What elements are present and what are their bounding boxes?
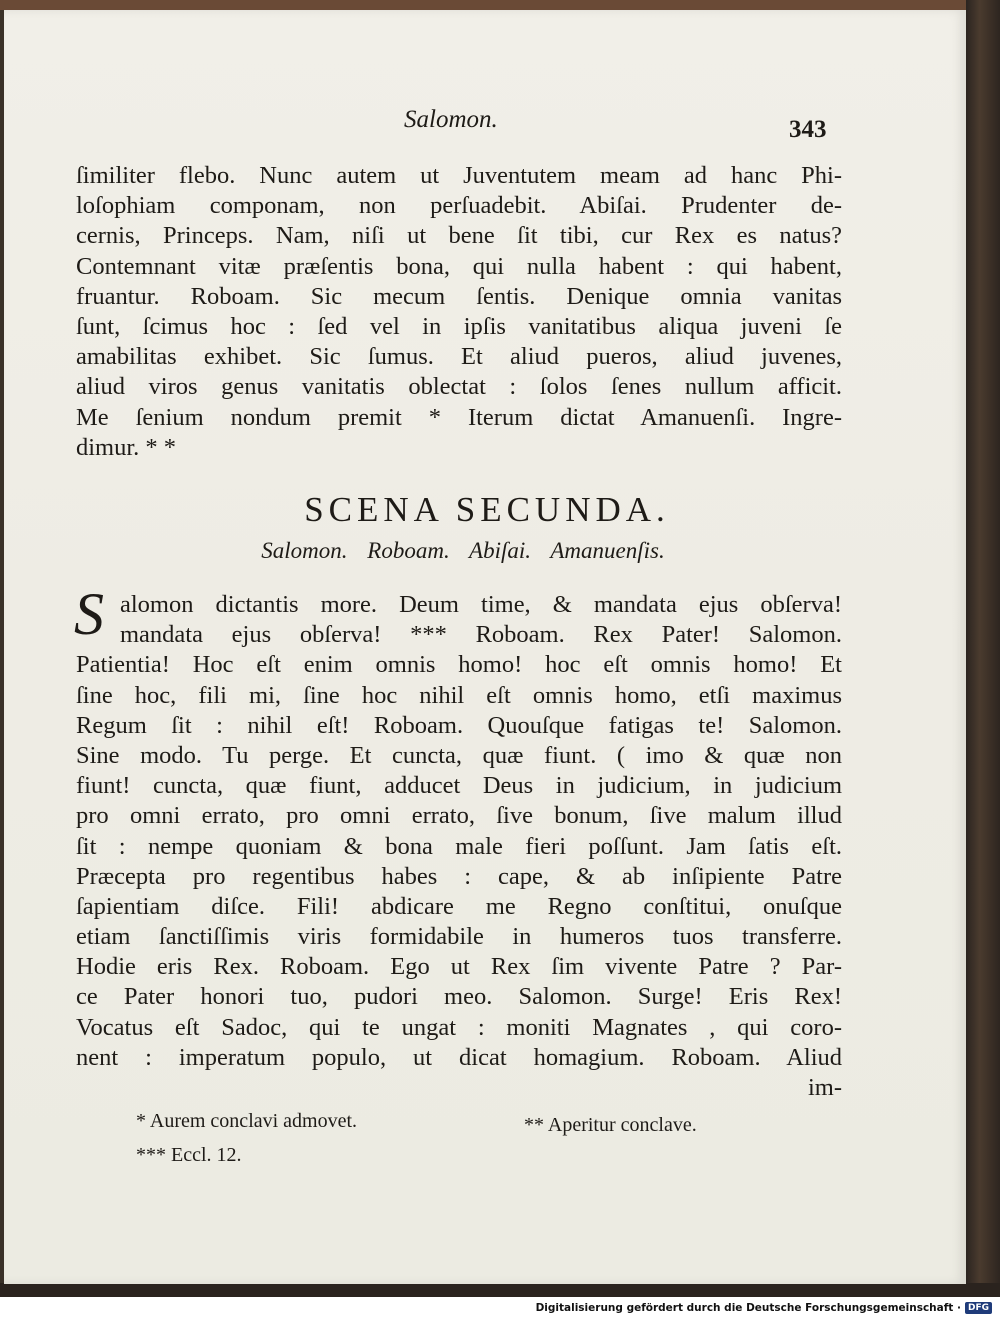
- text-line: dimur. * *: [76, 433, 177, 461]
- footnote: * Aurem conclavi admovet.: [136, 1110, 358, 1132]
- binding-edge-bottom: [0, 1283, 1000, 1297]
- scene-heading: SCENA SECUNDA.: [304, 490, 670, 529]
- running-head: Salomon.: [404, 106, 498, 133]
- book-page: [4, 10, 966, 1284]
- text-line: Præcepta pro regentibus habes : cape, & ab inſipiente Patre: [76, 862, 842, 890]
- text-line: nent : imperatum populo, ut dicat homagium. Roboam. Aliud: [76, 1043, 842, 1071]
- binding-edge-top: [0, 0, 1000, 10]
- text-line: cernis, Princeps. Nam, niſi ut bene ſit tibi, cur Rex es natus?: [76, 222, 842, 250]
- text-line: Vocatus eſt Sadoc, qui te ungat : moniti Magnates , qui coro-: [76, 1013, 842, 1041]
- text-line: etiam ſanctiſſimis viris formidabile in humeros tuos transferre.: [76, 923, 842, 951]
- footnote: ** Aperitur conclave.: [524, 1114, 697, 1136]
- scene-dialogue: [76, 590, 842, 1103]
- text-line: pro omni errato, pro omni errato, ſive bonum, ſive malum illud: [76, 802, 842, 830]
- catchword: im-: [807, 1074, 842, 1101]
- text-line: Sine modo. Tu perge. Et cuncta, quæ fiunt. ( imo & quæ non: [76, 741, 842, 769]
- text-line: ſapientiam diſce. Fili! abdicare me Regno conſtitui, onuſque: [76, 892, 842, 920]
- drop-cap: S: [74, 581, 104, 647]
- text-line: ſimiliter flebo. Nunc autem ut Juventutem meam ad hanc Phi-: [76, 162, 842, 189]
- paragraph-continuation: [76, 161, 842, 463]
- page-header: [4, 106, 970, 146]
- text-line: fiunt! cuncta, quæ fiunt, adducet Deus in judicium, in judicium: [76, 772, 842, 800]
- text-line: alomon dictantis more. Deum time, & mandata ejus obſerva!: [120, 591, 842, 618]
- text-line: mandata ejus obſerva! *** Roboam. Rex Pater! Salomon.: [120, 621, 842, 649]
- credit-text: Digitalisierung gefördert durch die Deutsche Forschungsgemeinschaft ·: [535, 1302, 961, 1314]
- scene-characters: Salomon. Roboam. Abiſai. Amanuenſis.: [261, 538, 665, 563]
- text-line: Contemnant vitæ præſentis bona, qui nulla habent : qui habent,: [76, 252, 842, 280]
- text-line: fruantur. Roboam. Sic mecum ſentis. Denique omnia vanitas: [76, 282, 842, 310]
- text-line: ſunt, ſcimus hoc : ſed vel in ipſis vanitatibus aliqua juveni ſe: [76, 312, 842, 340]
- text-line: ce Pater honori tuo, pudori meo. Salomon. Surge! Eris Rex!: [76, 983, 842, 1011]
- text-line: ſit : nempe quoniam & bona male fieri poſſunt. Jam ſatis eſt.: [76, 832, 842, 860]
- text-line: Regum ſit : nihil eſt! Roboam. Quouſque fatigas te! Salomon.: [76, 711, 842, 739]
- text-line: aliud viros genus vanitatis oblectat : ſolos ſenes nullum afficit.: [76, 373, 842, 401]
- digitization-credit: [536, 1302, 992, 1314]
- text-line: Me ſenium nondum premit * Iterum dictat Amanuenſi. Ingre-: [76, 403, 842, 431]
- binding-edge-right: [966, 0, 1000, 1297]
- text-line: Hodie eris Rex. Roboam. Ego ut Rex ſim vivente Patre ? Par-: [76, 953, 842, 981]
- footnote: *** Eccl. 12.: [136, 1144, 242, 1166]
- dfg-logo-icon: DFG: [965, 1302, 992, 1314]
- text-line: ſine hoc, fili mi, ſine hoc nihil eſt omnis homo, etſi maximus: [76, 681, 842, 709]
- page-number: 343: [789, 116, 827, 143]
- text-line: loſophiam componam, non perſuadebit. Abiſai. Prudenter de-: [76, 192, 842, 220]
- text-line: Patientia! Hoc eſt enim omnis homo! hoc eſt omnis homo! Et: [76, 651, 842, 679]
- text-line: amabilitas exhibet. Sic ſumus. Et aliud pueros, aliud juvenes,: [76, 343, 842, 371]
